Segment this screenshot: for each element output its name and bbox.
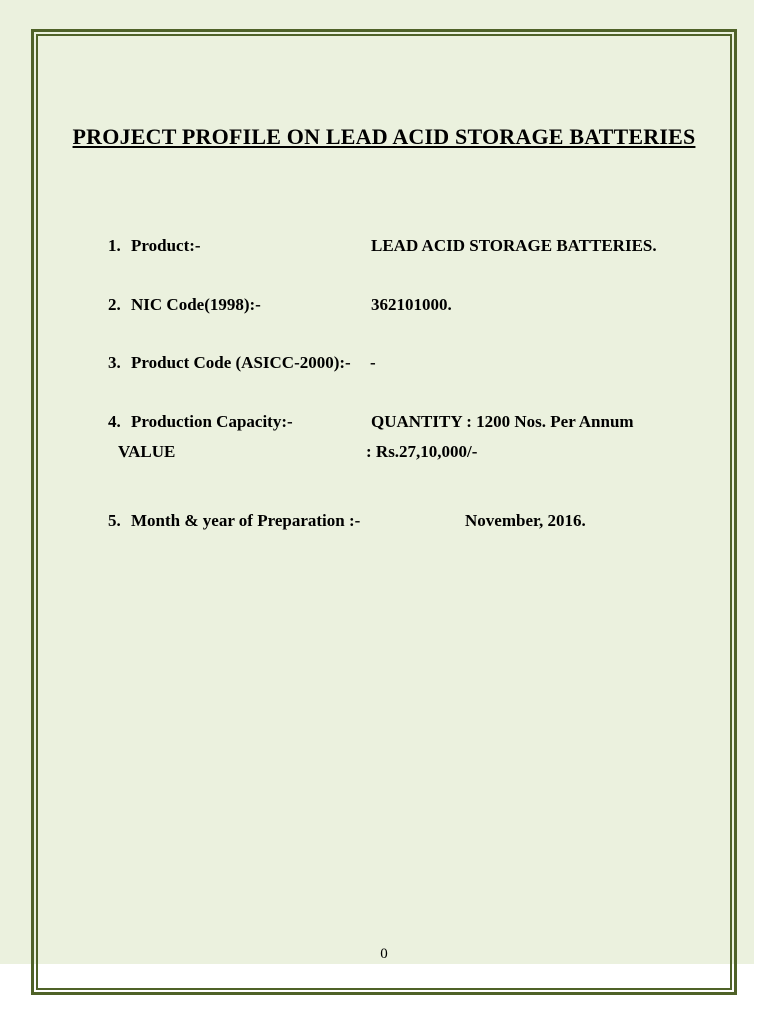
item-number: 3. <box>108 353 121 372</box>
item-value: - <box>370 353 376 372</box>
document-title: PROJECT PROFILE ON LEAD ACID STORAGE BATTERIES <box>72 124 696 149</box>
item-number: 1. <box>108 236 121 255</box>
item-value: QUANTITY : 1200 Nos. Per Annum <box>371 412 634 431</box>
item-sub-value: : Rs.27,10,000/- <box>366 442 478 461</box>
item-value: November, 2016. <box>465 511 586 530</box>
page-number: 0 <box>380 946 388 962</box>
item-value: LEAD ACID STORAGE BATTERIES. <box>371 236 657 255</box>
item-sub-label: VALUE <box>118 442 176 461</box>
item-number: 4. <box>108 412 121 431</box>
item-number: 5. <box>108 511 121 530</box>
item-label: Production Capacity:- <box>131 412 293 431</box>
item-number: 2. <box>108 295 121 314</box>
item-label: Product Code (ASICC-2000):- <box>131 353 351 372</box>
item-label: Product:- <box>131 236 201 255</box>
item-value: 362101000. <box>371 295 452 314</box>
item-label: Month & year of Preparation :- <box>131 511 361 530</box>
item-label: NIC Code(1998):- <box>131 295 261 314</box>
